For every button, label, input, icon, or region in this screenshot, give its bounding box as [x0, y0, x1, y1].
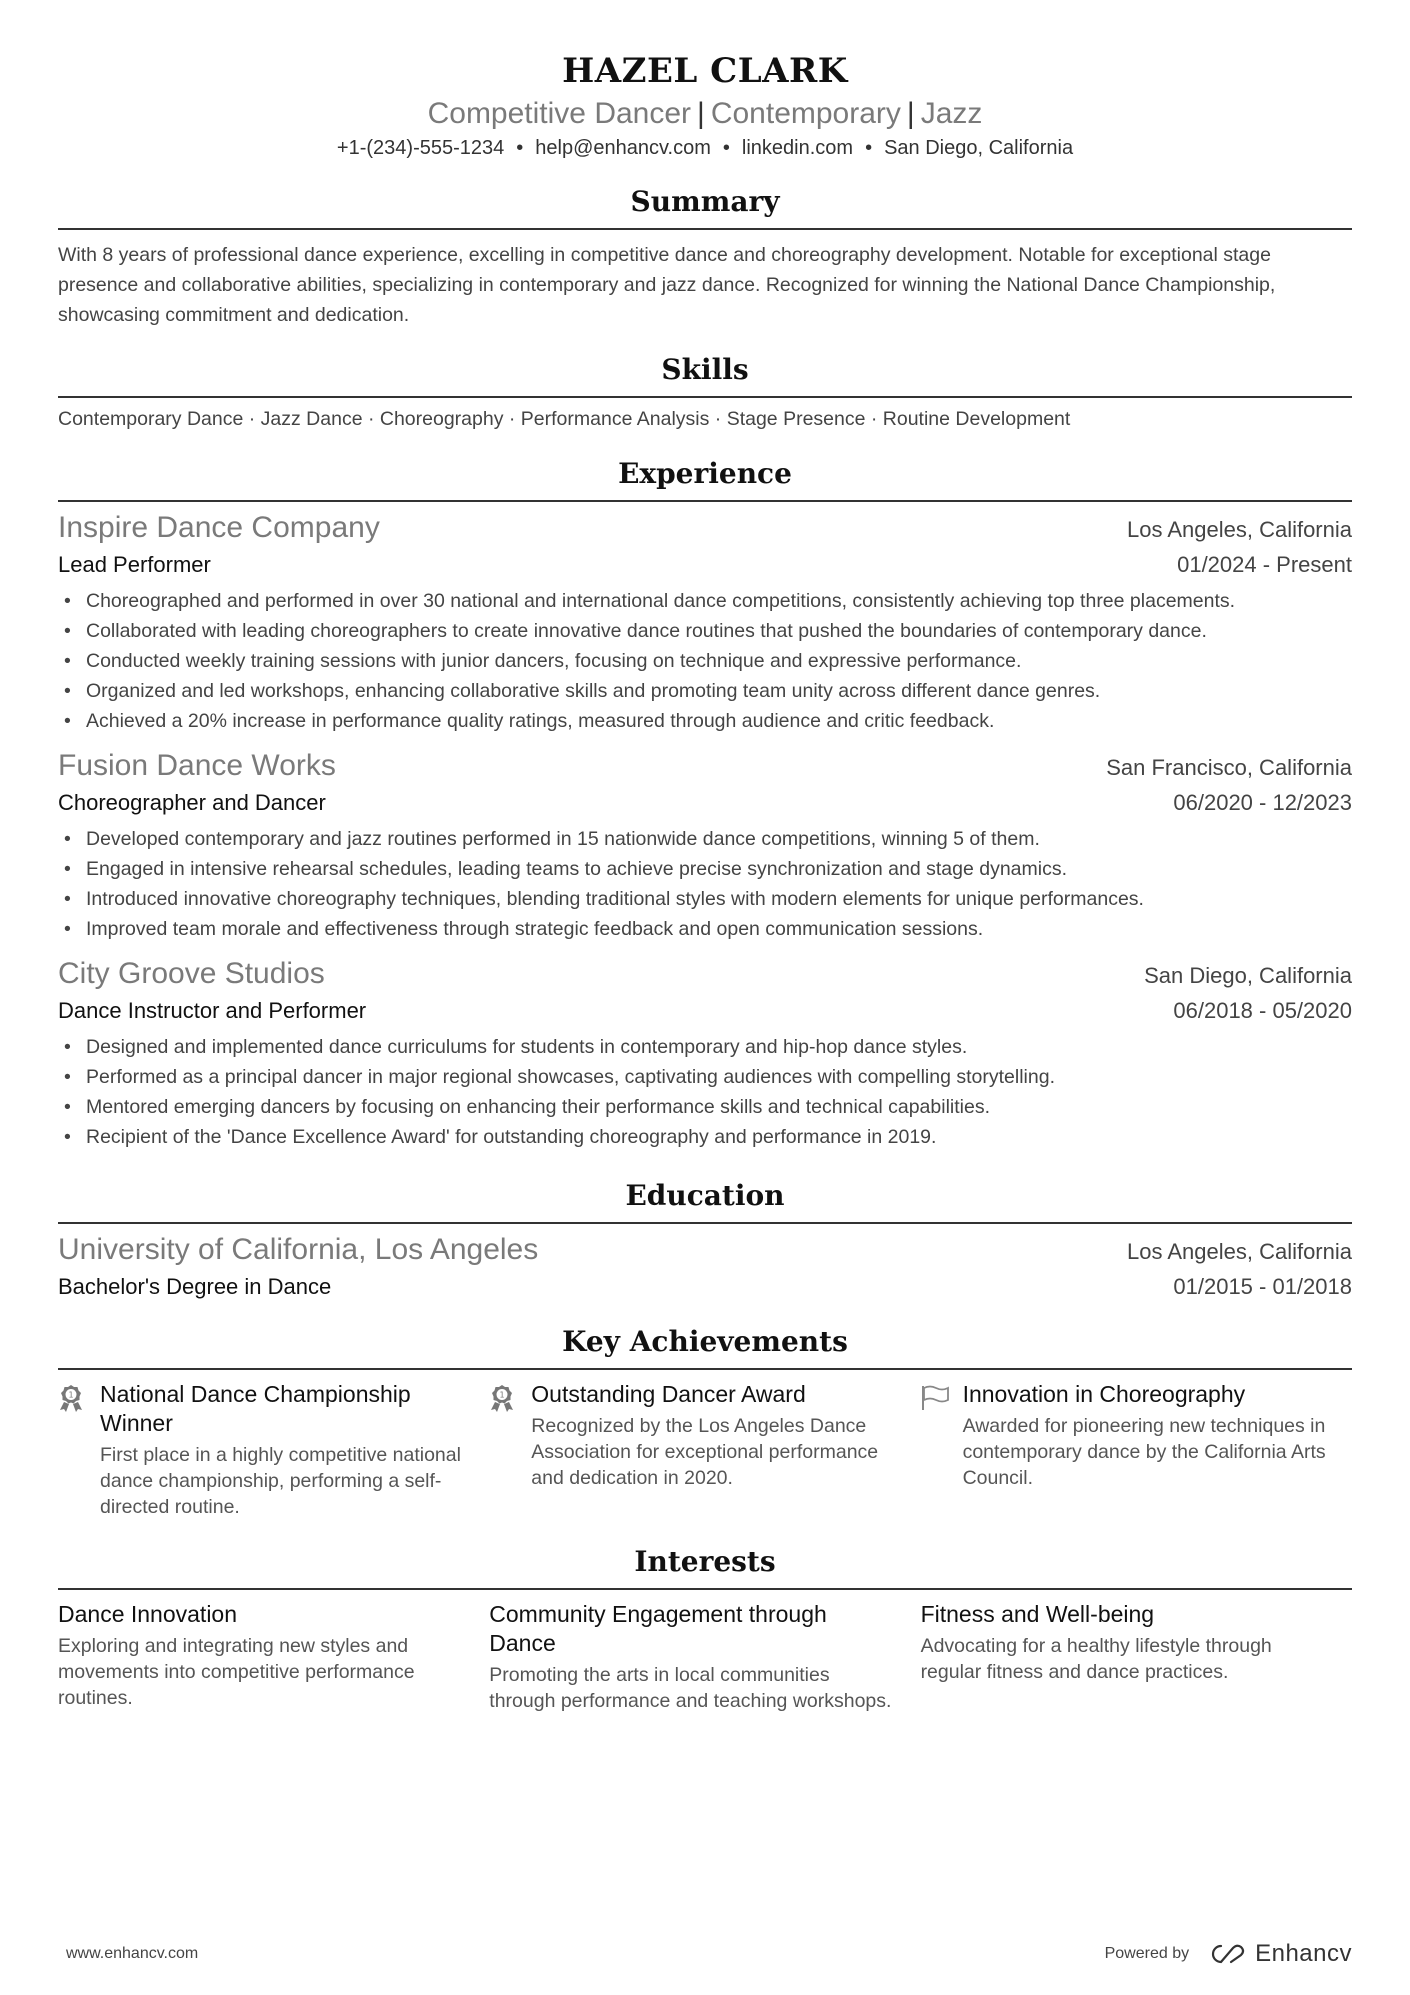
- job-role: Dance Instructor and Performer: [58, 998, 367, 1023]
- achievement-title: National Dance Championship Winner: [100, 1381, 411, 1436]
- job-entry: [58, 508, 1352, 736]
- section-divider: [58, 1368, 1352, 1370]
- bullet-item: • Conducted weekly training sessions with junior dancers, focusing on technique and expressive performance.: [58, 646, 1352, 676]
- enhancv-logo-icon: [1207, 1942, 1249, 1966]
- resume-header: [58, 0, 1352, 162]
- education-dates: 01/2015 - 01/2018: [1173, 1274, 1352, 1299]
- bullet-item: • Collaborated with leading choreographers to create innovative dance routines that pushed the boundaries of contemporary dance.: [58, 616, 1352, 646]
- job-role: Choreographer and Dancer: [58, 790, 326, 815]
- flag-icon: [921, 1380, 963, 1520]
- interest-desc: Exploring and integrating new styles and movements into competitive performance routines.: [58, 1635, 415, 1709]
- award-medal-icon: [489, 1380, 531, 1520]
- email-link[interactable]: help@enhancv.com: [535, 137, 711, 159]
- achievement-desc: First place in a highly competitive national dance championship, performing a self-directed routine.: [100, 1444, 461, 1518]
- job-bullets: [58, 1032, 1352, 1152]
- company-name: Inspire Dance Company: [58, 511, 380, 544]
- title-part: Jazz: [920, 97, 983, 130]
- achievement-item: [58, 1380, 489, 1520]
- achievement-desc: Recognized by the Los Angeles Dance Association for exceptional performance and dedication in 2020.: [531, 1415, 879, 1489]
- interest-desc: Advocating for a healthy lifestyle through regular fitness and dance practices.: [920, 1635, 1272, 1683]
- title-separator: |: [906, 97, 915, 130]
- brand-logo[interactable]: [1207, 1940, 1352, 1968]
- contact-info: [58, 134, 1352, 162]
- contact-separator: •: [722, 137, 730, 159]
- job-dates: 06/2018 - 05/2020: [1173, 998, 1352, 1023]
- achievement-item: [921, 1380, 1352, 1520]
- candidate-title: [58, 94, 1352, 134]
- bullet-item: • Achieved a 20% increase in performance quality ratings, measured through audience and critic feedback.: [58, 706, 1352, 736]
- job-bullets: [58, 586, 1352, 736]
- bullet-item: • Recipient of the 'Dance Excellence Award' for outstanding choreography and performance in 2019.: [58, 1122, 1352, 1152]
- company-name: City Groove Studios: [58, 957, 325, 990]
- experience-section: [58, 456, 1352, 1152]
- job-location: San Francisco, California: [1106, 755, 1352, 780]
- bullet-item: • Introduced innovative choreography techniques, blending traditional styles with modern elements for unique performances.: [58, 884, 1352, 914]
- bullet-item: • Engaged in intensive rehearsal schedules, leading teams to achieve precise synchronization and stage dynamics.: [58, 854, 1352, 884]
- job-bullets: [58, 824, 1352, 944]
- location: San Diego, California: [884, 137, 1074, 159]
- brand-name: Enhancv: [1255, 1940, 1352, 1967]
- achievement-item: [489, 1380, 920, 1520]
- job-entry: [58, 954, 1352, 1152]
- section-divider: [58, 396, 1352, 398]
- powered-by: [1105, 1940, 1352, 1968]
- achievement-title: Outstanding Dancer Award: [531, 1381, 806, 1407]
- interest-title: Dance Innovation: [58, 1601, 238, 1627]
- bullet-item: • Mentored emerging dancers by focusing on enhancing their performance skills and technical capabilities.: [58, 1092, 1352, 1122]
- svg-text:1: 1: [499, 1390, 505, 1400]
- job-dates: 06/2020 - 12/2023: [1173, 790, 1352, 815]
- powered-by-label: Powered by: [1104, 1945, 1190, 1962]
- interest-desc: Promoting the arts in local communities through performance and teaching workshops.: [489, 1664, 892, 1712]
- award-medal-icon: [58, 1380, 100, 1520]
- footer-url-link[interactable]: www.enhancv.com: [66, 1945, 199, 1962]
- section-heading: Skills: [661, 353, 749, 386]
- achievement-desc: Awarded for pioneering new techniques in contemporary dance by the California Arts Council.: [962, 1415, 1326, 1489]
- interest-title: Community Engagement through Dance: [489, 1601, 827, 1656]
- section-divider: [58, 1222, 1352, 1224]
- job-dates: 01/2024 - Present: [1177, 552, 1352, 577]
- summary-text: With 8 years of professional dance experience, excelling in competitive dance and choreography development. Notable for exceptional stage presence and collaborative abilities, specializing in contemporary and jazz dance. Recognized for winning the National Dance Championship, showcasing commitment and dedication.: [58, 244, 1276, 326]
- contact-separator: •: [516, 137, 524, 159]
- education-section: [58, 1178, 1352, 1304]
- school-name: University of California, Los Angeles: [58, 1233, 539, 1266]
- linkedin-link[interactable]: linkedin.com: [741, 137, 854, 159]
- title-separator: |: [697, 97, 705, 130]
- section-heading: Key Achievements: [562, 1325, 848, 1358]
- title-part: Contemporary: [710, 97, 901, 130]
- job-location: San Diego, California: [1144, 963, 1352, 988]
- bullet-item: • Performed as a principal dancer in major regional showcases, captivating audiences with compelling storytelling.: [58, 1062, 1352, 1092]
- education-entry: [58, 1230, 1352, 1304]
- job-role: Lead Performer: [58, 552, 211, 577]
- phone: +1-(234)-555-1234: [336, 137, 505, 159]
- bullet-item: • Improved team morale and effectiveness through strategic feedback and open communication sessions.: [58, 914, 1352, 944]
- candidate-name: HAZEL CLARK: [562, 51, 848, 91]
- title-part: Competitive Dancer: [427, 97, 692, 130]
- job-entry: [58, 746, 1352, 944]
- company-name: Fusion Dance Works: [58, 749, 336, 782]
- section-heading: Interests: [634, 1545, 776, 1578]
- section-heading: Experience: [618, 457, 792, 490]
- interest-item: [58, 1600, 489, 1714]
- section-heading: Summary: [630, 185, 780, 218]
- interest-title: Fitness and Well-being: [920, 1601, 1155, 1627]
- page-footer: [0, 1940, 1410, 1968]
- section-divider: [58, 228, 1352, 230]
- interests-section: [58, 1544, 1352, 1714]
- section-divider: [58, 1588, 1352, 1590]
- job-location: Los Angeles, California: [1126, 517, 1352, 542]
- bullet-item: • Organized and led workshops, enhancing collaborative skills and promoting team unity across different dance genres.: [58, 676, 1352, 706]
- bullet-item: • Choreographed and performed in over 30 national and international dance competitions, consistently achieving top three placements.: [58, 586, 1352, 616]
- bullet-item: • Developed contemporary and jazz routines performed in 15 nationwide dance competitions, winning 5 of them.: [58, 824, 1352, 854]
- section-divider: [58, 500, 1352, 502]
- contact-separator: •: [865, 137, 873, 159]
- achievements-section: [58, 1324, 1352, 1520]
- degree: Bachelor's Degree in Dance: [58, 1274, 332, 1299]
- interest-item: [921, 1600, 1352, 1714]
- bullet-item: • Designed and implemented dance curriculums for students in contemporary and hip-hop dance styles.: [58, 1032, 1352, 1062]
- skills-list: Contemporary Dance · Jazz Dance · Choreography · Performance Analysis · Stage Presence · Routine Development: [58, 408, 1071, 430]
- section-heading: Education: [625, 1179, 785, 1212]
- summary-section: [58, 184, 1352, 330]
- school-location: Los Angeles, California: [1126, 1239, 1352, 1264]
- svg-text:1: 1: [68, 1390, 74, 1400]
- achievement-title: Innovation in Choreography: [962, 1381, 1246, 1407]
- interest-item: [489, 1600, 920, 1714]
- skills-section: [58, 352, 1352, 434]
